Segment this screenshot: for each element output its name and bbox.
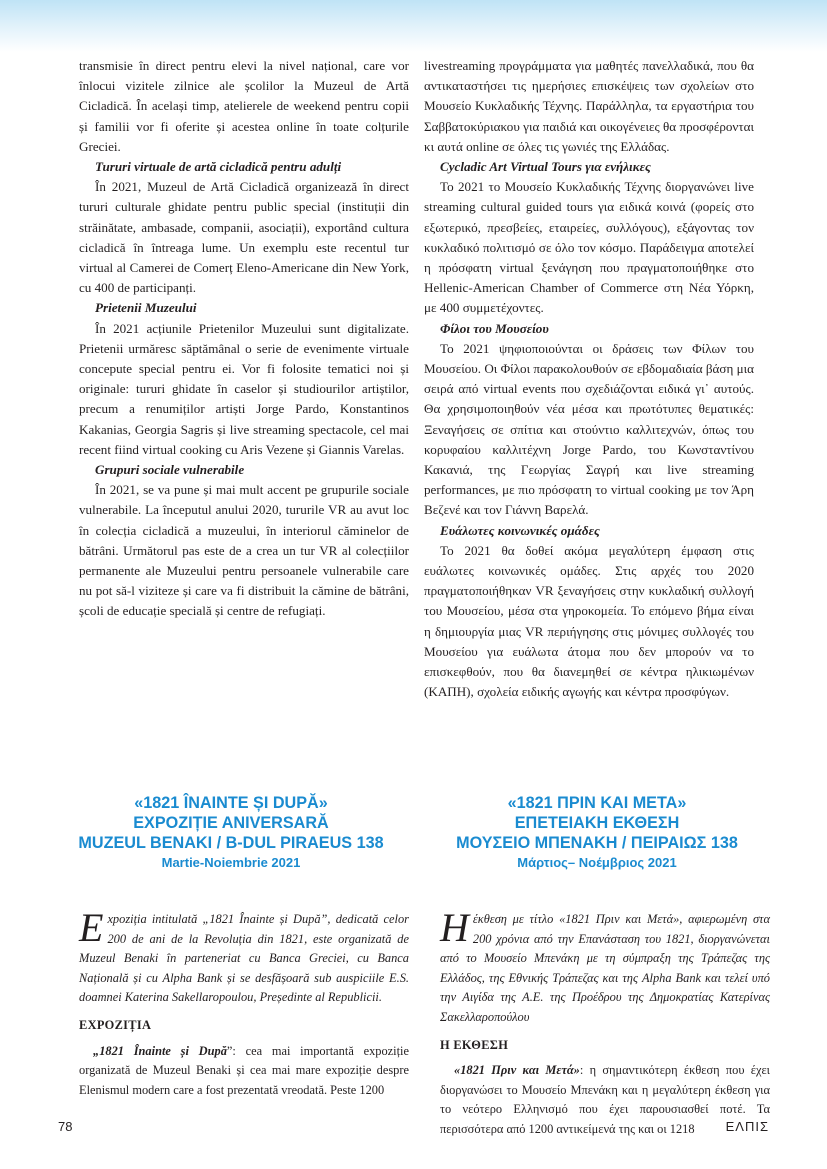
greek-lower-column (440, 905, 770, 1140)
ro-announcement-title: «1821 ÎNAINTE ȘI DUPĂ» (134, 794, 328, 812)
romanian-upper-column (79, 56, 409, 622)
ro-heading-virtual-tours: Tururi virtuale de artă cicladică pentru adulți (95, 159, 342, 175)
el-heading-vulnerable: Ευάλωτες κοινωνικές ομάδες (440, 522, 600, 538)
el-exhibition-title: «1821 Πριν και Μετά» (454, 1063, 580, 1078)
el-announcement-title: «1821 ΠΡΙΝ ΚΑΙ ΜΕΤΑ» (507, 794, 687, 812)
el-exhibition-announcement (432, 793, 762, 873)
ro-intro-text: xpoziția intitulată „1821 Înainte și După”, dedicată celor 200 de ani de la Revoluția din 1821, este organizată de Muzeul Benaki în parteneriat cu Banca Greciei, cu Banca Națională și cu Alpha Bank și se desfășoară sub auspiciile E.S. doamnei Katerina Sakellaropoulou, Președinte al Republicii. (79, 912, 409, 1005)
el-heading-virtual-tours: Cycladic Art Virtual Tours για ενήλικες (440, 159, 651, 175)
ro-heading-vulnerable: Grupuri sociale vulnerabile (95, 462, 245, 478)
greek-upper-column (424, 56, 754, 703)
el-exhibition-heading: Η ΕΚΘΕΣΗ (440, 1037, 509, 1052)
ro-exhibition-body-text: ”: cea mai importantă expoziție organizată de Muzeul Benaki și cea mai mare expoziție despre Elenismul modern care a fost prezentată vreodată. Peste 1200 (79, 1043, 409, 1097)
ro-paragraph-intro: transmisie în direct pentru elevi la nivel național, care vor înlocui vizitele zilnice ale școlilor la Muzeul de Artă Cicladică. În același timp, atelierele de weekend pentru copii și familii vor fi oferite și acestea online în toate colțurile Greciei. (79, 58, 409, 154)
ro-exhibition-heading: EXPOZIȚIA (79, 1017, 152, 1032)
el-announcement-dates: Μάρτιος– Νοέμβριος 2021 (517, 855, 677, 870)
ro-announcement-venue: MUZEUL BENAKI / B-DUL PIRAEUS 138 (78, 834, 384, 852)
ro-exhibition-title: „1821 Înainte și După (93, 1043, 227, 1058)
el-exhibition-body-text: : η σημαντικότερη έκθεση που έχει διοργανώσει το Μουσείο Μπενάκη και η μεγαλύτερη έκθεση για το νεότερο Ελληνισμό που έχει παρουσιασθεί ποτέ. Τα περισσότερα από 1200 αντικείμενά της και οι 1218 (440, 1063, 770, 1136)
ro-heading-friends: Prietenii Muzeului (95, 300, 197, 316)
ro-paragraph-friends: În 2021 acțiunile Prietenilor Muzeului sunt digitalizate. Prietenii urmăresc săptămânal o serie de evenimente virtuale concepute special pentru ei. Vor fi folosite tematici noi și originale: tururi ghidate în caselor și studiourilor artiștilor, precum a renumiților artiști Jorge Pardo, Konstantinos Kakanias, Georgia Sagris și live streaming spectacole, cel mai recent fiind virtual cooking cu Aris Vezene și Giannis Varelas. (79, 320, 409, 457)
el-paragraph-intro: livestreaming προγράμματα για μαθητές πανελλαδικά, που θα αντικαταστήσει τις ημερήσιες επισκέψεις των σχολείων στο Μουσείο Κυκλαδικής Τέχνης. Παράλληλα, τα εργαστήρια του Σαββατοκύριακου για παιδιά και οικογένειες θα προσφέρονται κι αυτά online σε όλες τις γωνιές της Ελλάδας. (424, 58, 754, 154)
header-band (0, 0, 827, 52)
el-paragraph-virtual-tours: Το 2021 το Μουσείο Κυκλαδικής Τέχνης διοργανώνει live streaming cultural guided tours για ειδικά κοινά (φορείς στο εξωτερικό, πρεσβείες, εταιρείες, συλλόγους), εξάγοντας τον κυκλαδικό πολιτισμό σε όλο τον κόσμο. Παράδειγμα αποτελεί η πρόσφατη virtual ξενάγηση που πραγματοποιήθηκε στο Hellenic-American Chamber of Commerce στη Νέα Υόρκη, με 400 συμμετέχοντες. (424, 179, 754, 316)
ro-announcement-dates: Martie-Noiembrie 2021 (161, 855, 301, 870)
ro-drop-cap: E (79, 905, 104, 950)
romanian-lower-column (79, 905, 409, 1100)
el-exhibition-body (440, 1061, 770, 1139)
el-paragraph-vulnerable: Το 2021 θα δοθεί ακόμα μεγαλύτερη έμφαση στις ευάλωτες κοινωνικές ομάδες. Στις αρχές του 2020 πραγματοποιήθηκαν VR ξεναγήσεις στην κυκλαδική συλλογή του Μουσείου, μέσα στα γηροκομεία. Το επόμενο βήμα είναι η δημιουργία μιας VR περιήγησης στις μόνιμες συλλογές του Μουσείου για ευάλωτα άτομα που δεν μπορούν να το επισκεφθούν, που θα διανεμηθεί σε κέντρα ηλικιωμένων (ΚΑΠΗ), σχολεία ειδικής αγωγής και κέντρα προσφύγων. (424, 542, 754, 700)
el-announcement-venue: ΜΟΥΣΕΙΟ ΜΠΕΝΑΚΗ / ΠΕΙΡΑΙΩΣ 138 (456, 834, 738, 852)
el-paragraph-friends: Το 2021 ψηφιοποιούνται οι δράσεις των Φίλων του Μουσείου. Οι Φίλοι παρακολουθούν σε εβδομαδιαία βάση μια σειρά από virtual events που σχεδιάζονται ειδικά γι᾽ αυτούς. Θα χρησιμοποιηθούν νέα μέσα και πρωτότυπες θεματικές: Ξεναγήσεις σε σπίτια και στούντιο καλλιτεχνών, όπως του κορυφαίου καλλιτέχνη Jorge Pardo, του Κωνσταντίνου Κακανιά, της Γεωργίας Σαγρή και live streaming performances, με πιο πρόσφατη το virtual cooking με τον Άρη Βεζενέ και τον Γιάννη Βαρελά. (424, 340, 754, 518)
ro-exhibition-intro (79, 905, 409, 1008)
ro-paragraph-vulnerable: În 2021, se va pune și mai mult accent pe grupurile sociale vulnerabile. La începutul anului 2020, tururile VR au avut loc în colecția cicladică a muzeului, în interiorul căminelor de bătrâni. Următorul pas este de a crea un tur VR al colecțiilor permanente ale Muzeului pentru persoanele vulnerabile care nu pot să-l viziteze și care va fi distribuit la cămine de bătrâni, școli de educație specială și centre de refugiați. (79, 482, 409, 619)
ro-exhibition-announcement (66, 793, 396, 873)
el-intro-text: έκθεση με τίτλο «1821 Πριν και Μετά», αφιερωμένη στα 200 χρόνια από την Επανάσταση του 1821, διοργανώνεται από το Μουσείο Μπενάκη με τη σύμπραξη της Τράπεζας της Ελλάδος, της Εθνικής Τράπεζας και της Alpha Bank και τελεί υπό την Αιγίδα της Α.Ε. της Προέδρου της Δημοκρατίας Κατερίνας Σακελλαροπούλου (440, 912, 770, 1024)
ro-exhibition-body (79, 1042, 409, 1101)
ro-paragraph-virtual-tours: În 2021, Muzeul de Artă Cicladică organizează în direct tururi culturale ghidate pentru public special (instituții din străinătate, ambasade, companii, asociații), exportând cultura cicladică în întreaga lume. Un exemplu este recentul tur virtual al Camerei de Comerț Eleno-Americane din New York, cu 400 de participanți. (79, 179, 409, 296)
ro-announcement-subtitle: EXPOZIȚIE ANIVERSARĂ (133, 814, 329, 832)
el-drop-cap: Η (440, 905, 469, 950)
el-heading-friends: Φίλοι του Μουσείου (440, 320, 549, 336)
page-number: 78 (58, 1119, 73, 1134)
magazine-name: ΕΛΠΙΣ (725, 1119, 769, 1134)
el-announcement-subtitle: ΕΠΕΤΕΙΑΚΗ ΕΚΘΕΣΗ (514, 814, 680, 832)
el-exhibition-intro (440, 905, 770, 1028)
